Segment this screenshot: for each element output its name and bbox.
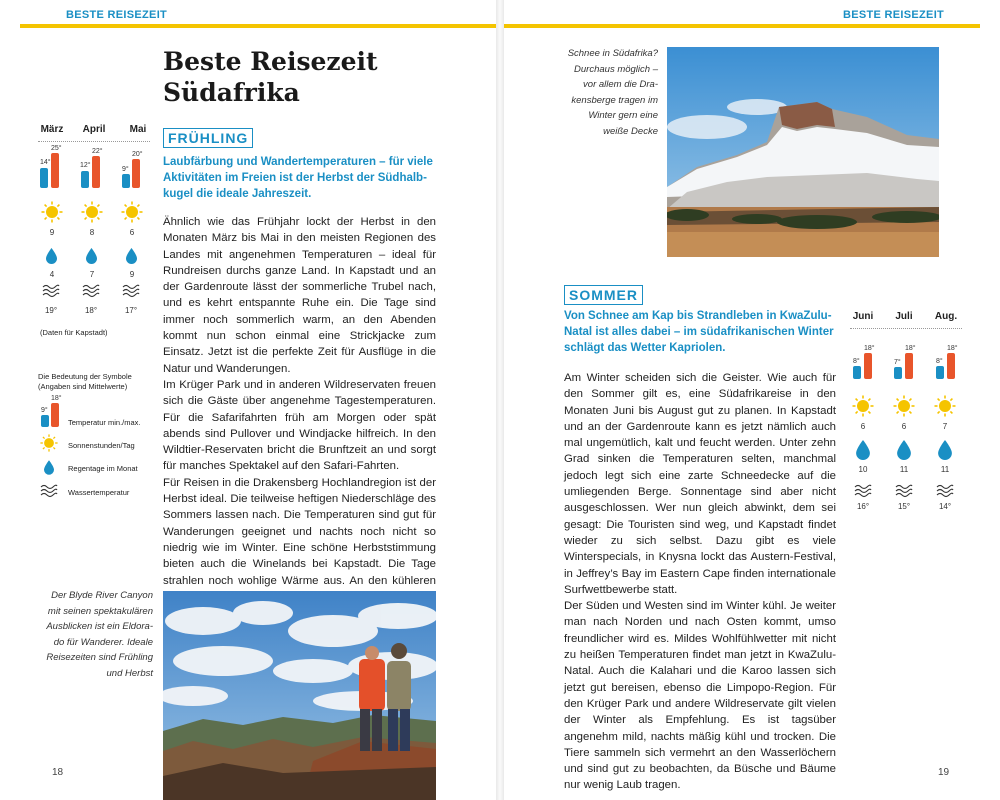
max-temp-bar xyxy=(92,156,100,188)
min-temp-value: 12° xyxy=(80,162,91,169)
sun-hours-value: 7 xyxy=(942,422,948,431)
raindrop-icon xyxy=(897,440,911,460)
rain-days-value: 4 xyxy=(49,270,55,279)
max-temp-bar xyxy=(864,353,872,379)
table-divider xyxy=(38,141,150,142)
sun-icon xyxy=(81,201,103,223)
sun-icon xyxy=(121,201,143,223)
table-divider xyxy=(850,328,962,329)
rain-days-value: 11 xyxy=(899,465,909,474)
drakensberg-photo xyxy=(667,47,939,257)
body-text-right xyxy=(564,370,836,794)
legend-water-label: Wassertemperatur xyxy=(68,488,130,497)
right-page xyxy=(504,0,1000,800)
raindrop-icon xyxy=(938,440,952,460)
sun-hours-value: 6 xyxy=(901,422,907,431)
wave-icon xyxy=(122,284,140,298)
month-label: Juli xyxy=(895,311,913,322)
wave-icon xyxy=(42,284,60,298)
rain-days-value: 7 xyxy=(89,270,95,279)
sun-icon xyxy=(40,434,58,452)
legend-max-bar xyxy=(51,403,59,427)
season-heading-sommer: SOMMER xyxy=(564,285,643,305)
month-label: April xyxy=(82,124,106,135)
rain-days-value: 9 xyxy=(129,270,135,279)
sun-hours-value: 8 xyxy=(89,228,95,237)
legend-sun-label: Sonnenstunden/Tag xyxy=(68,441,135,450)
raindrop-icon xyxy=(86,248,97,264)
min-temp-bar xyxy=(40,168,48,188)
water-temp-value: 16° xyxy=(856,502,870,511)
drakensberg-photo-image xyxy=(667,47,939,257)
legend-rain-label: Regentage im Monat xyxy=(68,464,138,473)
raindrop-icon xyxy=(44,460,54,475)
wave-icon xyxy=(82,284,100,298)
left-page xyxy=(0,0,496,800)
canyon-photo-image xyxy=(163,591,436,800)
wave-icon xyxy=(895,484,913,498)
season-heading-fruehling: FRÜHLING xyxy=(163,128,253,148)
month-label: Mai xyxy=(129,124,147,135)
sun-icon xyxy=(41,201,63,223)
page-number-right: 19 xyxy=(938,767,950,778)
photo-caption-snow: Schnee in Südafrika? Durchaus möglich – vor allem die Dra- kensberge tragen im Winter gern eine weiße Decke xyxy=(567,48,658,137)
max-temp-value: 22° xyxy=(92,148,103,155)
max-temp-bar xyxy=(905,353,913,379)
legend-min-bar xyxy=(41,415,49,427)
photo-caption-canyon: Der Blyde River Canyon mit seinen spektakulären Ausblicken ist ein Eldora- do für Wanderer. Ideale Reisezeiten sind Frühling und Herbst xyxy=(46,590,153,679)
wave-icon xyxy=(936,484,954,498)
max-temp-value: 18° xyxy=(947,345,958,352)
sun-icon xyxy=(852,395,874,417)
paragraph: Ähnlich wie das Frühjahr lockt der Herbst in den Monaten März bis Mai in den meisten Regionen des Landes mit angenehmen Temperaturen – ideal für Rundreisen durchs ganze Land. In Kapstadt und an der Gardenroute lässt der sommerliche Trubel nach, und es kehrt entspannte Ruhe ein. Die Tage sind immer noch sommerlich warm, an den Abenden kommt nun schon einmal eine Strickjacke zum Einsatz. Jetzt ist die perfekte Zeit für Ausflüge in die Natur und Wanderungen. xyxy=(163,216,436,375)
water-temp-value: 17° xyxy=(124,306,138,315)
month-label: Aug. xyxy=(934,311,958,322)
lead-paragraph-left: Laubfärbung und Wandertemperaturen – für viele Aktivitäten im Freien ist der Herbst der Südhalb- kugel die ideale Jahreszeit. xyxy=(163,156,433,200)
wave-icon xyxy=(854,484,872,498)
max-temp-value: 20° xyxy=(132,151,143,158)
header-rule-right xyxy=(504,24,980,28)
running-head-left: BESTE REISEZEIT xyxy=(66,9,168,21)
canyon-photo xyxy=(163,591,436,800)
min-temp-bar xyxy=(894,367,902,379)
min-temp-value: 9° xyxy=(122,166,129,173)
month-label: März xyxy=(40,124,64,135)
max-temp-bar xyxy=(132,159,140,188)
data-source-note: (Daten für Kapstadt) xyxy=(40,328,108,337)
min-temp-bar xyxy=(81,171,89,188)
page-title xyxy=(163,46,463,108)
month-label: Juni xyxy=(852,311,874,322)
sun-hours-value: 6 xyxy=(129,228,135,237)
paragraph: Am Winter scheiden sich die Geister. Wie auch für den Sommer gilt es, eine Südafrikareise in den Monaten Juni bis August gut zu planen. In Kapstadt und an der Gardenroute kann es jetzt nämlich auch mal ungemütlich, kalt und feucht werden. Unter zehn Grad sinken die Temperaturen selten, manchmal jedoch legt sich eine zarte Schneedecke auf die umliegenden Berge. Sonnentage sind aber nicht ausgeschlossen. Wer nun gleich abwinkt, dem sei gesagt: Die Touristen sind weg, und Kapstadt findet wieder zu sich selbst. Dazu gibt es viele Winterspecials, in Knysna lockt das Austern-Festival, in Jeffrey’s Bay im Eastern Cape finden internationale Surfwettbewerbe statt. xyxy=(564,372,836,596)
min-temp-value: 8° xyxy=(853,358,860,365)
paragraph: Im Krüger Park und in anderen Wildreservaten freuen sich die Gäste über angenehme Tagestemperaturen. Für die Safarifahrten früh am Morgen oder spät abends sind Pullover und Windjacke hilfreich. In den Wildtier-Reservaten bricht die Brunftzeit an und sorgt für manches Spektakel auf den Safari-Fahrten. xyxy=(163,378,436,473)
water-temp-value: 19° xyxy=(44,306,58,315)
legend-title: Die Bedeutung der Symbole (Angaben sind Mittelwerte) xyxy=(38,372,132,391)
book-gutter xyxy=(496,0,504,800)
min-temp-bar xyxy=(853,366,861,379)
min-temp-value: 14° xyxy=(40,159,51,166)
min-temp-bar xyxy=(122,174,130,188)
sun-hours-value: 9 xyxy=(49,228,55,237)
body-text-left xyxy=(163,214,436,621)
water-temp-value: 14° xyxy=(938,502,952,511)
page-title-line-1: Beste Reisezeit xyxy=(163,47,378,76)
legend-temp-label: Temperatur min./max. xyxy=(68,418,141,427)
max-temp-bar xyxy=(51,153,59,188)
max-temp-value: 25° xyxy=(51,145,62,152)
min-temp-value: 7° xyxy=(894,359,901,366)
max-temp-value: 18° xyxy=(864,345,875,352)
legend-min-temp: 9° xyxy=(41,407,48,414)
rain-days-value: 11 xyxy=(940,465,950,474)
sun-icon xyxy=(934,395,956,417)
running-head-right: BESTE REISEZEIT xyxy=(843,9,945,21)
header-rule-left xyxy=(20,24,496,28)
min-temp-bar xyxy=(936,366,944,379)
rain-days-value: 10 xyxy=(858,465,868,474)
paragraph: Der Süden und Westen sind im Winter kühl. Je weiter man nach Norden und nach Osten kommt, umso freundlicher wird es. Mildes Wohlfühlwetter mit nicht zu heißen Temperaturen findet man jetzt in KwaZulu-Natal. Auch die Kalahari und die Karoo lassen sich jetzt gut bereisen, ebenso die Limpopo-Region. Für den Krüger Park und andere Wildreservate gilt vielen der Winter als Empfehlung. Es ist tagsüber angenehm mild, nachts mäßig kühl und trocken. Die Tiere sammeln sich vermehrt an den Wasserlöchern und sind gut zu beobachten, da Büsche und Bäume nur wenig Laub tragen. xyxy=(564,600,836,792)
sun-icon xyxy=(893,395,915,417)
page-title-line-2: Südafrika xyxy=(163,78,300,107)
lead-paragraph-right: Von Schnee am Kap bis Strandleben in KwaZulu- Natal ist alles dabei – im südafrikanischen Winter schlägt das Wetter Kapriolen. xyxy=(564,310,834,354)
page-number-left: 18 xyxy=(52,767,64,778)
paragraph: Für Reisen in die Drakensberg Hochlandregion ist der Herbst ideal. Die teilweise heftigen Niederschläge des Sommers lassen nach. Die Temperaturen sind gut für Wanderungen geeignet und nachts noch nicht so niedrig wie im Winter. Eine schöne Herbststimmung bieten auch die Winelands bei Kapstadt. Die Tage strahlen noch wohlige Wärme aus. An den kühleren xyxy=(163,476,436,587)
max-temp-bar xyxy=(947,353,955,379)
sun-hours-value: 6 xyxy=(860,422,866,431)
min-temp-value: 8° xyxy=(936,358,943,365)
wave-icon xyxy=(40,484,58,498)
raindrop-icon xyxy=(46,248,57,264)
water-temp-value: 15° xyxy=(897,502,911,511)
raindrop-icon xyxy=(126,248,137,264)
raindrop-icon xyxy=(856,440,870,460)
max-temp-value: 18° xyxy=(905,345,916,352)
legend-max-temp: 18° xyxy=(51,395,62,402)
water-temp-value: 18° xyxy=(84,306,98,315)
